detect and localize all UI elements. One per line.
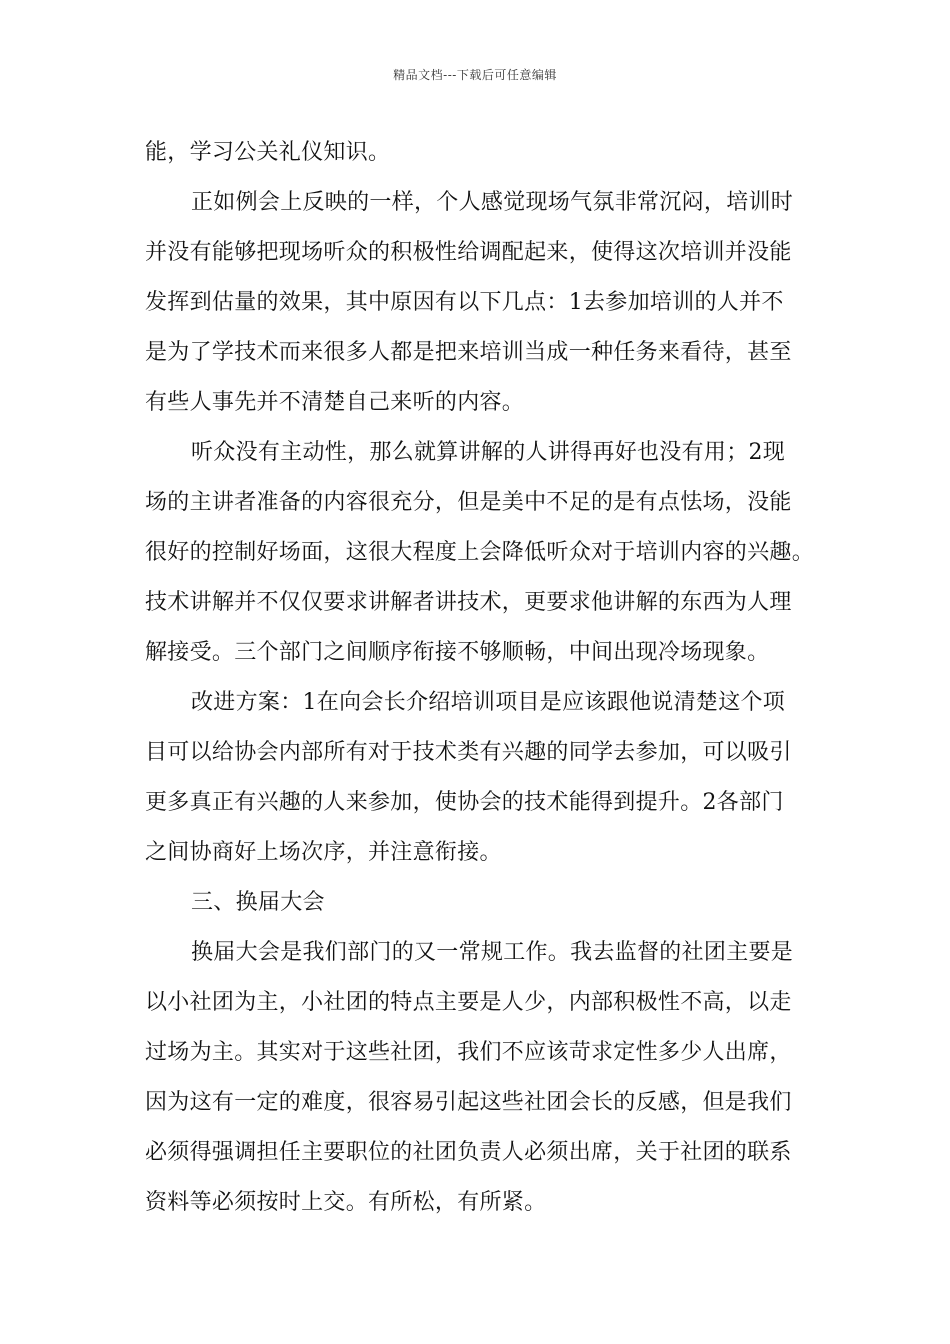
paragraph-line: 资料等必须按时上交。有所松，有所紧。 xyxy=(145,1190,547,1215)
paragraph-line: 是为了学技术而来很多人都是把来培训当成一种任务来看待，甚至 xyxy=(145,340,792,365)
paragraph-line: 之间协商好上场次序，并注意衔接。 xyxy=(145,840,502,865)
paragraph-line: 因为这有一定的难度，很容易引起这些社团会长的反感，但是我们 xyxy=(145,1090,792,1115)
document-body xyxy=(145,128,813,1228)
paragraph-line: 场的主讲者准备的内容很充分，但是美中不足的是有点怯场，没能 xyxy=(145,490,792,515)
paragraph-line: 很好的控制好场面，这很大程度上会降低听众对于培训内容的兴趣。 xyxy=(145,540,815,565)
paragraph-line: 正如例会上反映的一样，个人感觉现场气氛非常沉闷，培训时 xyxy=(191,190,794,215)
section-heading: 三、换届大会 xyxy=(191,890,325,915)
paragraph-line: 过场为主。其实对于这些社团，我们不应该苛求定性多少人出席， xyxy=(145,1040,792,1065)
paragraph-line: 必须得强调担任主要职位的社团负责人必须出席，关于社团的联系 xyxy=(145,1140,792,1165)
paragraph-line: 听众没有主动性，那么就算讲解的人讲得再好也没有用；2现 xyxy=(191,440,786,465)
paragraph-line: 以小社团为主，小社团的特点主要是人少，内部积极性不高，以走 xyxy=(145,990,792,1015)
paragraph-line: 技术讲解并不仅仅要求讲解者讲技术，更要求他讲解的东西为人理 xyxy=(145,590,792,615)
paragraph-line: 换届大会是我们部门的又一常规工作。我去监督的社团主要是 xyxy=(191,940,794,965)
paragraph-line: 解接受。三个部门之间顺序衔接不够顺畅，中间出现冷场现象。 xyxy=(145,640,770,665)
paragraph-line: 目可以给协会内部所有对于技术类有兴趣的同学去参加，可以吸引 xyxy=(145,740,792,765)
paragraph-line: 有些人事先并不清楚自己来听的内容。 xyxy=(145,390,525,415)
paragraph-line: 改进方案：1在向会长介绍培训项目是应该跟他说清楚这个项 xyxy=(191,690,786,715)
paragraph-line: 并没有能够把现场听众的积极性给调配起来，使得这次培训并没能 xyxy=(145,240,792,265)
paragraph-line: 更多真正有兴趣的人来参加，使协会的技术能得到提升。2各部门 xyxy=(145,790,784,815)
paragraph-line: 发挥到估量的效果，其中原因有以下几点：1去参加培训的人并不 xyxy=(145,290,784,315)
page-header: 精品文档---下载后可任意编辑 xyxy=(393,68,557,82)
paragraph-line: 能，学习公关礼仪知识。 xyxy=(145,140,391,165)
